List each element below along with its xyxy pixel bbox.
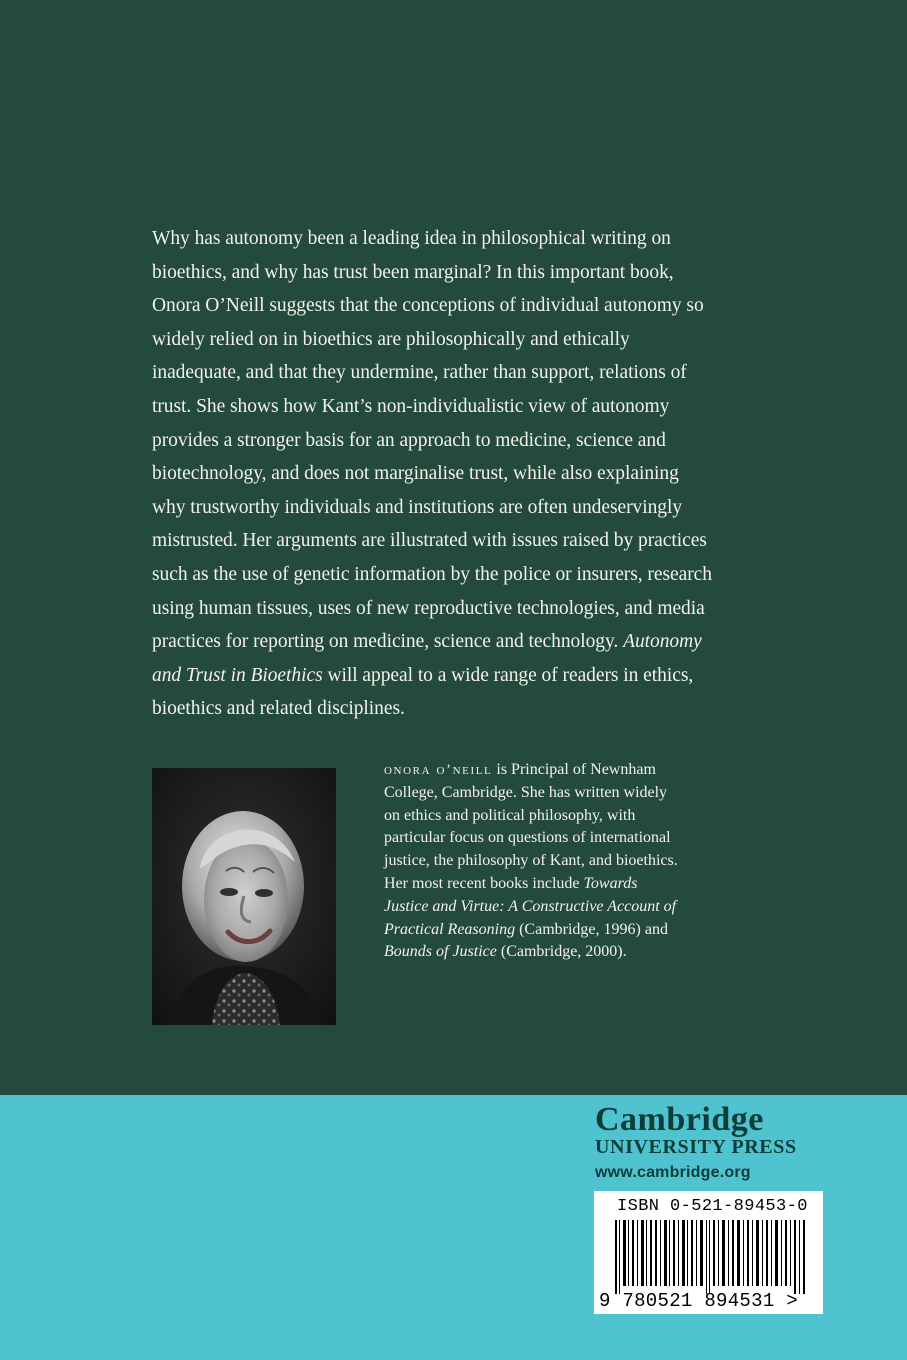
isbn-number: ISBN 0-521-89453-0 (617, 1197, 808, 1216)
book-title-italic: Bounds of Justice (384, 943, 497, 961)
author-photo (152, 768, 336, 1025)
description-line: provides a stronger basis for an approach to medicine, science and (152, 429, 666, 451)
author-biography (384, 759, 734, 964)
barcode-label (594, 1191, 823, 1314)
description-text: practices for reporting on medicine, science and technology. (152, 631, 619, 653)
description-text: will appeal to a wide range of readers in ethics, (322, 664, 694, 686)
publisher-logo (595, 1100, 827, 1182)
description-line: bioethics and related disciplines. (152, 698, 405, 720)
publisher-url: www.cambridge.org (595, 1164, 751, 1181)
biography-text: (Cambridge, 1996) and (515, 920, 668, 938)
book-title-italic: Towards (583, 874, 638, 892)
author-name: onora o’neill (384, 762, 493, 778)
description-line: biotechnology, and does not marginalise trust, while also explaining (152, 463, 679, 485)
description-line: using human tissues, uses of new reproductive technologies, and media (152, 597, 705, 619)
biography-text: (Cambridge, 2000). (496, 943, 627, 961)
description-line: mistrusted. Her arguments are illustrated with issues raised by practices (152, 530, 707, 552)
book-title-italic: Justice and Virtue: A Constructive Account of (384, 897, 677, 915)
biography-line: justice, the philosophy of Kant, and bioethics. (384, 852, 678, 870)
biography-line (384, 919, 734, 942)
biography-line (384, 873, 734, 896)
description-line: widely relied on in bioethics are philosophically and ethically (152, 328, 630, 350)
publisher-subname: UNIVERSITY PRESS (595, 1136, 797, 1158)
book-description (152, 222, 754, 726)
book-title-italic: Practical Reasoning (384, 920, 516, 938)
description-line: inadequate, and that they undermine, rather than support, relations of (152, 362, 687, 384)
author-photo-graphic (152, 768, 336, 1025)
biography-line: particular focus on questions of international (384, 829, 671, 847)
biography-text: Her most recent books include (384, 874, 584, 892)
book-title-italic: and Trust in Bioethics (152, 664, 323, 686)
biography-line (384, 759, 734, 782)
barcode-bars (615, 1220, 805, 1294)
biography-line (384, 941, 734, 964)
description-line: such as the use of genetic information by the police or insurers, research (152, 563, 712, 585)
barcode-number: 9 780521 894531 > (599, 1290, 798, 1312)
book-title-italic: Autonomy (623, 631, 702, 653)
description-line (152, 659, 754, 693)
description-line: trust. She shows how Kant’s non-individualistic view of autonomy (152, 395, 670, 417)
description-line: Why has autonomy been a leading idea in philosophical writing on (152, 228, 671, 249)
description-line (152, 625, 754, 659)
biography-line (384, 896, 734, 919)
publisher-name: Cambridge (595, 1101, 764, 1138)
description-line: Onora O’Neill suggests that the conceptions of individual autonomy so (152, 295, 704, 317)
description-line: why trustworthy individuals and institutions are often undeservingly (152, 496, 683, 518)
description-line: bioethics, and why has trust been marginal? In this important book, (152, 261, 674, 283)
biography-line: College, Cambridge. She has written widely (384, 783, 668, 801)
biography-text: is Principal of Newnham (492, 761, 656, 778)
biography-line: on ethics and political philosophy, with (384, 806, 636, 824)
